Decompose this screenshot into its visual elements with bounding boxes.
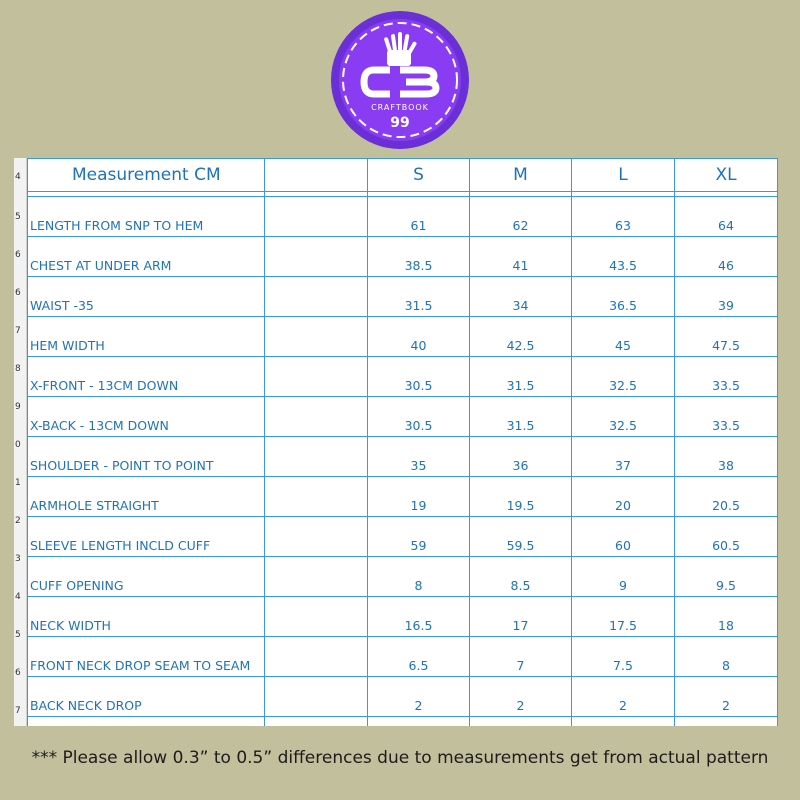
footer-note: *** Please allow 0.3” to 0.5” differences due to measurements get from actual pattern [31,748,769,768]
value-l: 17.5 [572,597,675,637]
value-l: 37 [572,437,675,477]
header-size-l: L [572,159,675,192]
row-number: 6 [15,250,21,260]
value-l [572,717,675,727]
value-l: 63 [572,197,675,237]
value-m: 31.5 [470,357,572,397]
row-label: SHOULDER - POINT TO POINT [28,437,265,477]
header-size-xl: XL [675,159,778,192]
value-s: 2 [368,677,470,717]
value-s: 40 [368,317,470,357]
table-row [28,597,778,637]
value-m: 2 [470,677,572,717]
value-s: 35 [368,437,470,477]
row-label: LENGTH FROM SNP TO HEM [28,197,265,237]
row-label: WAIST -35 [28,277,265,317]
logo-number: 99 [390,115,410,131]
value-l: 7.5 [572,637,675,677]
table-row [28,477,778,517]
table-row [28,357,778,397]
value-m: 17 [470,597,572,637]
row-label: NECK WIDTH [28,597,265,637]
row-label: X-BACK - 13CM DOWN [28,397,265,437]
table-row [28,717,778,727]
row-number: 7 [15,326,21,336]
value-m: 7 [470,637,572,677]
table-row [28,557,778,597]
value-m: 8.5 [470,557,572,597]
row-label: X-FRONT - 13CM DOWN [28,357,265,397]
value-xl: 39 [675,277,778,317]
value-m: 31.5 [470,397,572,437]
value-l: 9 [572,557,675,597]
value-xl: 33.5 [675,397,778,437]
value-l: 32.5 [572,397,675,437]
value-s [368,717,470,727]
row-label: SLEEVE LENGTH INCLD CUFF [28,517,265,557]
value-xl: 20.5 [675,477,778,517]
value-m: 19.5 [470,477,572,517]
table-row [28,677,778,717]
value-xl: 46 [675,237,778,277]
measurement-table [27,158,778,726]
row-number: 8 [15,364,21,374]
row-label: ARMHOLE STRAIGHT [28,477,265,517]
value-m: 42.5 [470,317,572,357]
value-l: 43.5 [572,237,675,277]
value-s: 19 [368,477,470,517]
row-label: CHEST AT UNDER ARM [28,237,265,277]
value-s: 38.5 [368,237,470,277]
value-l: 36.5 [572,277,675,317]
row-label: CUFF OPENING [28,557,265,597]
value-m: 62 [470,197,572,237]
value-l: 20 [572,477,675,517]
row-number: 9 [15,402,21,412]
row-number: 1 [15,478,21,488]
value-s: 6.5 [368,637,470,677]
value-xl: 33.5 [675,357,778,397]
header-empty-cell [265,159,368,192]
row-number-column [14,158,27,726]
row-label: BACK NECK DROP [28,677,265,717]
value-m [470,717,572,727]
value-xl: 9.5 [675,557,778,597]
table-row [28,277,778,317]
value-m: 36 [470,437,572,477]
header-size-m: M [470,159,572,192]
value-xl: 47.5 [675,317,778,357]
header-measurement-cm: Measurement CM [28,159,265,192]
value-xl: 2 [675,677,778,717]
measurement-sheet [14,158,778,726]
value-s: 8 [368,557,470,597]
table-header-row [28,159,778,192]
table-row [28,397,778,437]
value-m: 41 [470,237,572,277]
value-m: 59.5 [470,517,572,557]
value-s: 61 [368,197,470,237]
row-label: HEM WIDTH [28,317,265,357]
value-xl: 64 [675,197,778,237]
value-xl: 8 [675,637,778,677]
row-number: 5 [15,630,21,640]
row-number: 6 [15,668,21,678]
value-l: 45 [572,317,675,357]
row-number: 4 [15,172,21,182]
row-number: 0 [15,440,21,450]
value-xl: 60.5 [675,517,778,557]
value-s: 30.5 [368,397,470,437]
value-s: 59 [368,517,470,557]
row-number: 6 [15,288,21,298]
header-size-s: S [368,159,470,192]
value-xl: 18 [675,597,778,637]
row-number: 4 [15,592,21,602]
row-label: FRONT NECK DROP SEAM TO SEAM [28,637,265,677]
table-row [28,437,778,477]
table-row [28,197,778,237]
table-row [28,237,778,277]
value-l: 32.5 [572,357,675,397]
row-number: 3 [15,554,21,564]
value-s: 16.5 [368,597,470,637]
value-s: 31.5 [368,277,470,317]
value-xl: 38 [675,437,778,477]
value-m: 34 [470,277,572,317]
row-number: 5 [15,212,21,222]
table-row [28,517,778,557]
table-row [28,317,778,357]
craftbook-logo [330,10,470,150]
table-row [28,637,778,677]
row-label [28,717,265,727]
row-number: 2 [15,516,21,526]
value-xl [675,717,778,727]
logo-text: CRAFTBOOK [371,103,429,112]
value-l: 2 [572,677,675,717]
value-l: 60 [572,517,675,557]
row-number: 7 [15,706,21,716]
value-s: 30.5 [368,357,470,397]
